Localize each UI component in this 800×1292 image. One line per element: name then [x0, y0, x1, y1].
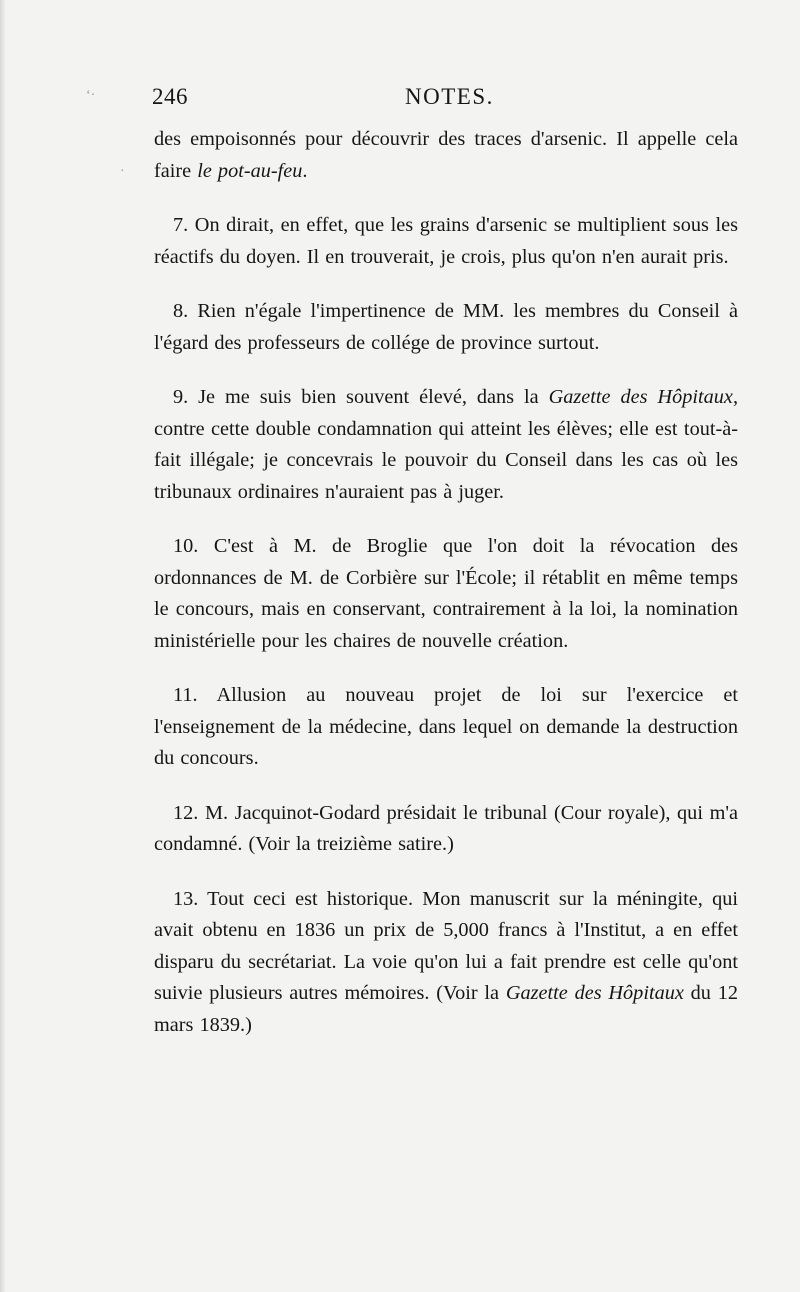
stray-mark: ·: [120, 164, 125, 179]
note-9: [154, 382, 738, 508]
note-13: [154, 884, 738, 1042]
italic-segment: le pot-au-feu: [197, 159, 303, 182]
text-segment: , contre cette double condamnation qui atteint les élèves; elle est tout-à-fait illégale; je concevrais le pouvoir du Conseil dans les cas où les tribunaux ordinaires n'auraient pas à juger.: [154, 386, 739, 503]
text-segment: 12. M. Jacquinot-Godard présidait le tribunal (Cour royale), qui m'a condamné. (Voir la treizième satire.): [154, 801, 738, 855]
text-segment: du 12 mars 1839.): [154, 982, 739, 1036]
text-segment: 11. Allusion au nouveau projet de loi sur l'exercice et l'enseignement de la médecine, dans lequel on demande la destruction du concours.: [154, 684, 738, 769]
page-edge-shadow: [0, 0, 6, 1292]
text-segment: 13. Tout ceci est historique. Mon manuscrit sur la méningite, qui avait obtenu en 1836 un prix de 5,000 francs à l'Institut, a en effet disparu du secrétariat. La voie qu'on lui a fait prendre est celle qu'ont suivie plusieurs autres mémoires. (Voir la: [154, 887, 738, 1004]
note-11: [154, 680, 738, 775]
text-segment: 7. On dirait, en effet, que les grains d'arsenic se multiplient sous les réactifs du doyen. Il en trouverait, je crois, plus qu'on n'en aurait pris.: [154, 214, 738, 268]
notes-body: [154, 124, 738, 1041]
text-segment: .: [302, 159, 308, 182]
note-8: [154, 296, 738, 359]
text-segment: 9. Je me suis bien souvent élevé, dans la: [173, 386, 549, 408]
page-number: 246: [152, 84, 188, 109]
continued-paragraph: [154, 124, 738, 187]
text-segment: des empoisonnés pour découvrir des traces d'arsenic. Il appelle cela faire: [154, 128, 738, 182]
note-7: [154, 210, 738, 273]
text-segment: 8. Rien n'égale l'impertinence de MM. les membres du Conseil à l'égard des professeurs de collége de province surtout.: [154, 300, 738, 354]
stray-mark: ʻ·: [86, 88, 96, 103]
italic-segment: Gazette des Hôpitaux: [548, 386, 733, 408]
running-head: NOTES.: [405, 84, 494, 109]
note-12: [154, 798, 738, 861]
text-segment: 10. C'est à M. de Broglie que l'on doit la révocation des ordonnances de M. de Corbière sur l'École; il rétablit en même temps le concours, mais en conservant, contrairement à la loi, la nomination ministérielle pour les chaires de nouvelle création.: [154, 535, 738, 652]
italic-segment: Gazette des Hôpitaux: [505, 982, 684, 1004]
page-header: [152, 84, 738, 120]
note-10: [154, 531, 738, 657]
